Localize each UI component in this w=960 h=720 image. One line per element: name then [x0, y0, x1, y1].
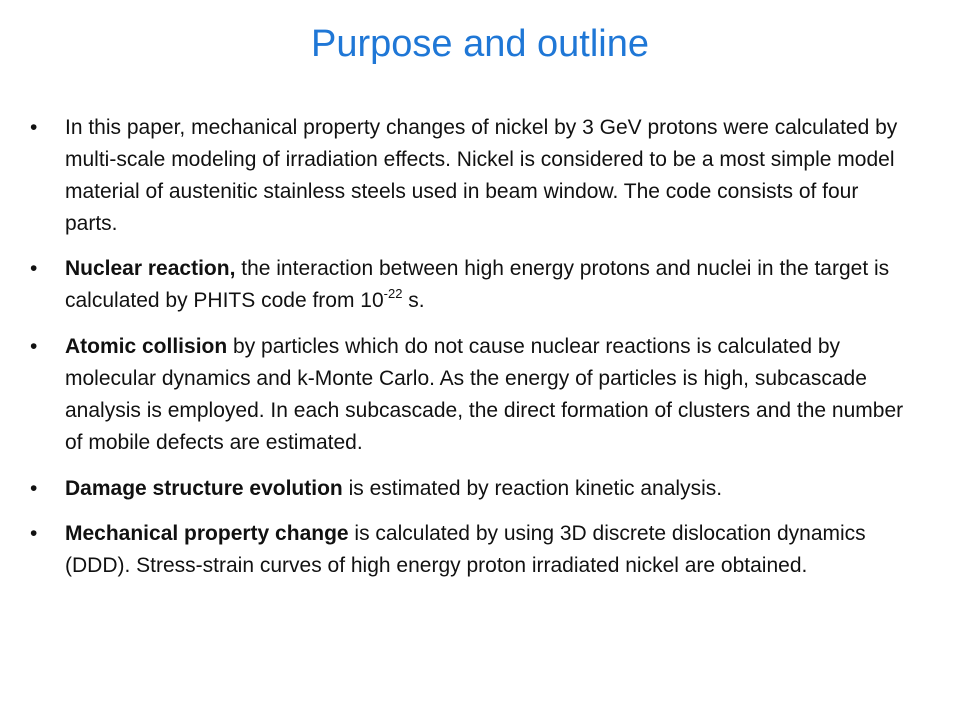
bullet-heading: Atomic collision	[65, 335, 228, 358]
bullet-item-nuclear-reaction	[30, 253, 910, 317]
bullet-text	[65, 522, 866, 577]
bullet-marker: •	[30, 116, 38, 139]
bullet-heading: Nuclear reaction,	[65, 257, 236, 280]
bullet-body-text: the interaction between high energy protons and nuclei in the target is calculated by PHITS code from 10	[65, 257, 890, 312]
slide-title: Purpose and outline	[310, 23, 650, 65]
bullet-text	[65, 335, 903, 454]
bullet-text	[65, 477, 722, 500]
bullet-heading: Damage structure evolution	[65, 477, 343, 500]
exponent-text: -22	[383, 286, 403, 301]
bullet-list	[30, 112, 910, 596]
bullet-body-text: In this paper, mechanical property changes of nickel by 3 GeV protons were calculated by multi-scale modeling of irradiation effects. Nickel is considered to be a most simple model material of austenitic stainless steels used in beam window. The code consists of four parts.	[65, 116, 898, 235]
bullet-heading: Mechanical property change	[65, 522, 349, 545]
bullet-body-text: is calculated by using 3D discrete dislocation dynamics (DDD). Stress-strain curves of high energy proton irradiated nickel are obtained.	[65, 522, 866, 577]
bullet-item-intro	[30, 112, 910, 240]
bullet-item-mechanical-property	[30, 518, 910, 582]
bullet-body-text: by particles which do not cause nuclear reactions is calculated by molecular dynamics and k-Monte Carlo. As the energy of particles is high, subcascade analysis is employed. In each subcascade, the direct formation of clusters and the number of mobile defects are estimated.	[65, 335, 904, 454]
bullet-item-damage-structure	[30, 473, 910, 505]
bullet-marker: •	[30, 335, 38, 358]
bullet-marker: •	[30, 477, 38, 500]
bullet-marker: •	[30, 257, 38, 280]
bullet-text	[65, 116, 897, 235]
bullet-marker: •	[30, 522, 38, 545]
bullet-body-text-end: s.	[402, 289, 425, 312]
bullet-item-atomic-collision	[30, 331, 910, 459]
bullet-text	[65, 257, 889, 312]
bullet-body-text: is estimated by reaction kinetic analysis.	[342, 477, 723, 500]
